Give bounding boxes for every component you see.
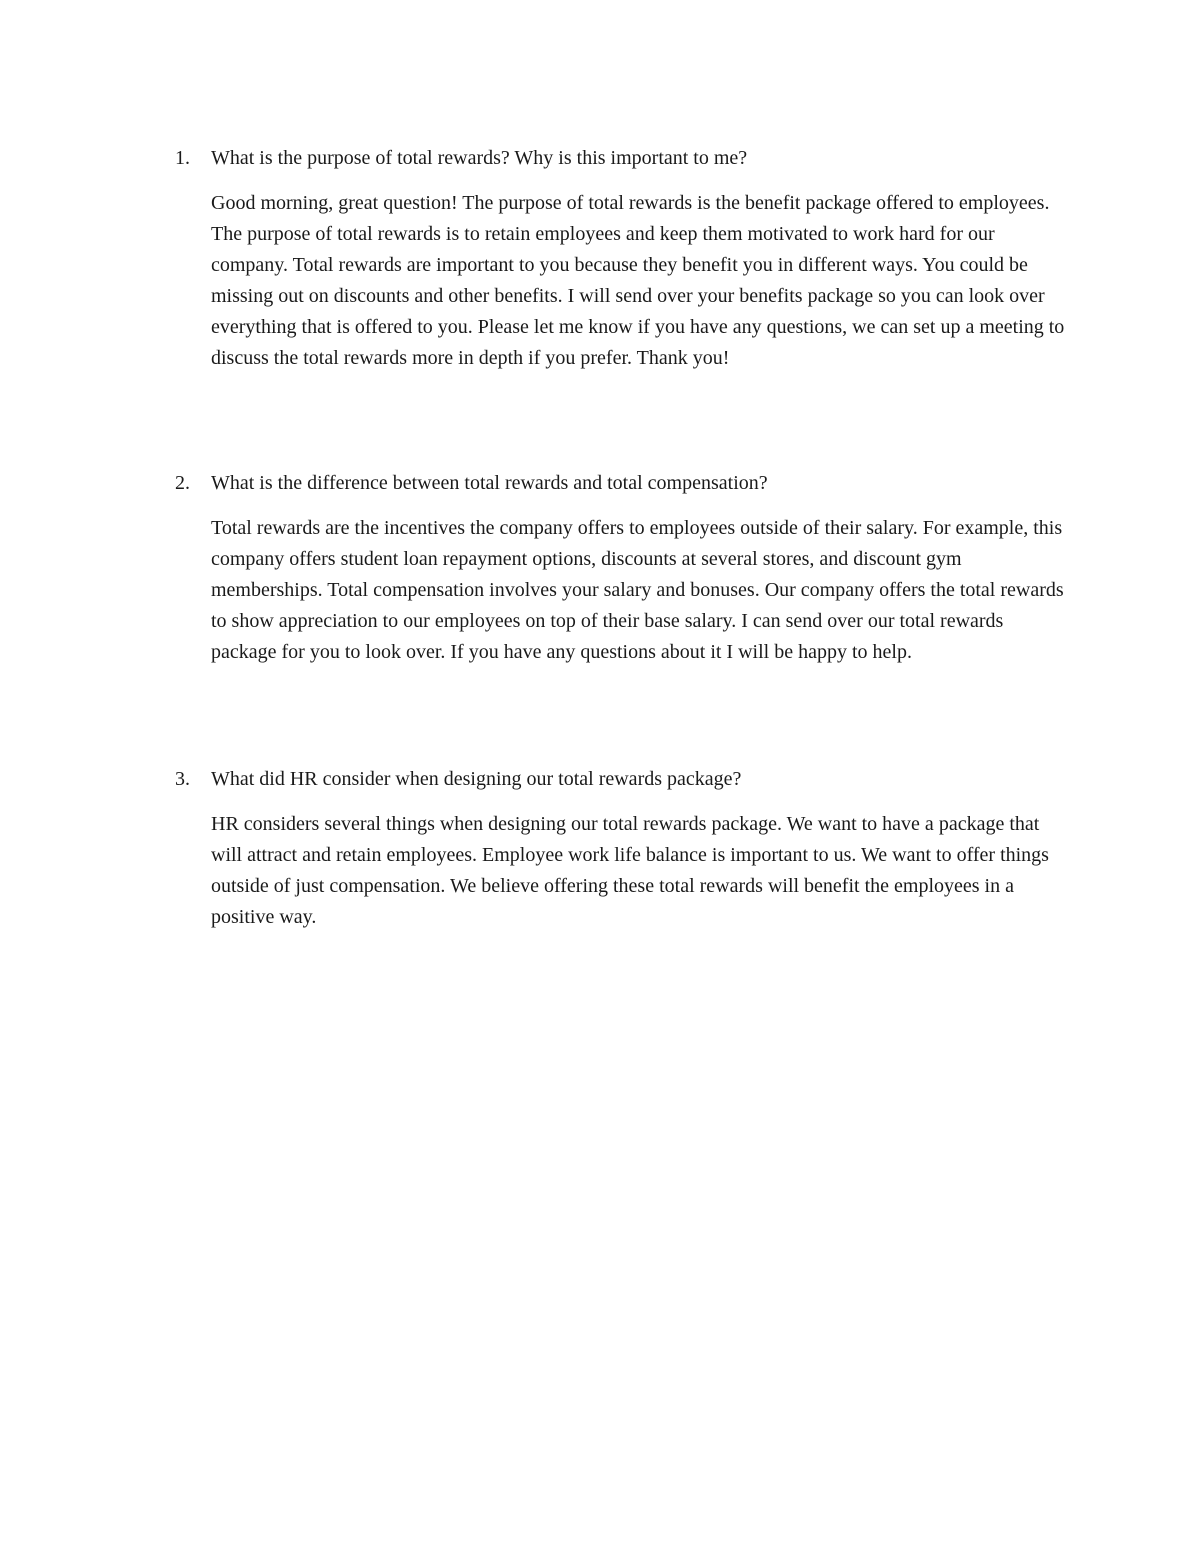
question-text: What is the purpose of total rewards? Why is this important to me? — [211, 147, 748, 169]
question-3 — [0, 764, 1200, 794]
qa-item-1 — [0, 143, 1200, 374]
qa-item-2 — [0, 468, 1200, 668]
qa-item-3 — [0, 764, 1200, 933]
question-number: 2. — [175, 472, 190, 494]
question-1 — [0, 143, 1200, 173]
question-number: 1. — [175, 147, 190, 169]
question-text: What did HR consider when designing our total rewards package? — [211, 768, 742, 790]
question-text: What is the difference between total rewards and total compensation? — [211, 472, 768, 494]
answer-3: HR considers several things when designing our total rewards package. We want to have a package that will attract and retain employees. Employee work life balance is important to us. We want to offer things outside of just compensation. We believe offering these total rewards will benefit the employees in a positive way. — [211, 813, 1049, 928]
question-number: 3. — [175, 768, 190, 790]
answer-1: Good morning, great question! The purpose of total rewards is the benefit package offered to employees. The purpose of total rewards is to retain employees and keep them motivated to work hard for our company. Total rewards are important to you because they benefit you in different ways. You could be missing out on discounts and other benefits. I will send over your benefits package so you can look over everything that is offered to you. Please let me know if you have any questions, we can set up a meeting to discuss the total rewards more in depth if you prefer. Thank you! — [211, 192, 1065, 369]
question-2 — [0, 468, 1200, 498]
answer-2: Total rewards are the incentives the company offers to employees outside of their salary. For example, this company offers student loan repayment options, discounts at several stores, and discount gym memberships. Total compensation involves your salary and bonuses. Our company offers the total rewards to show appreciation to our employees on top of their base salary. I can send over our total rewards package for you to look over. If you have any questions about it I will be happy to help. — [211, 517, 1064, 663]
